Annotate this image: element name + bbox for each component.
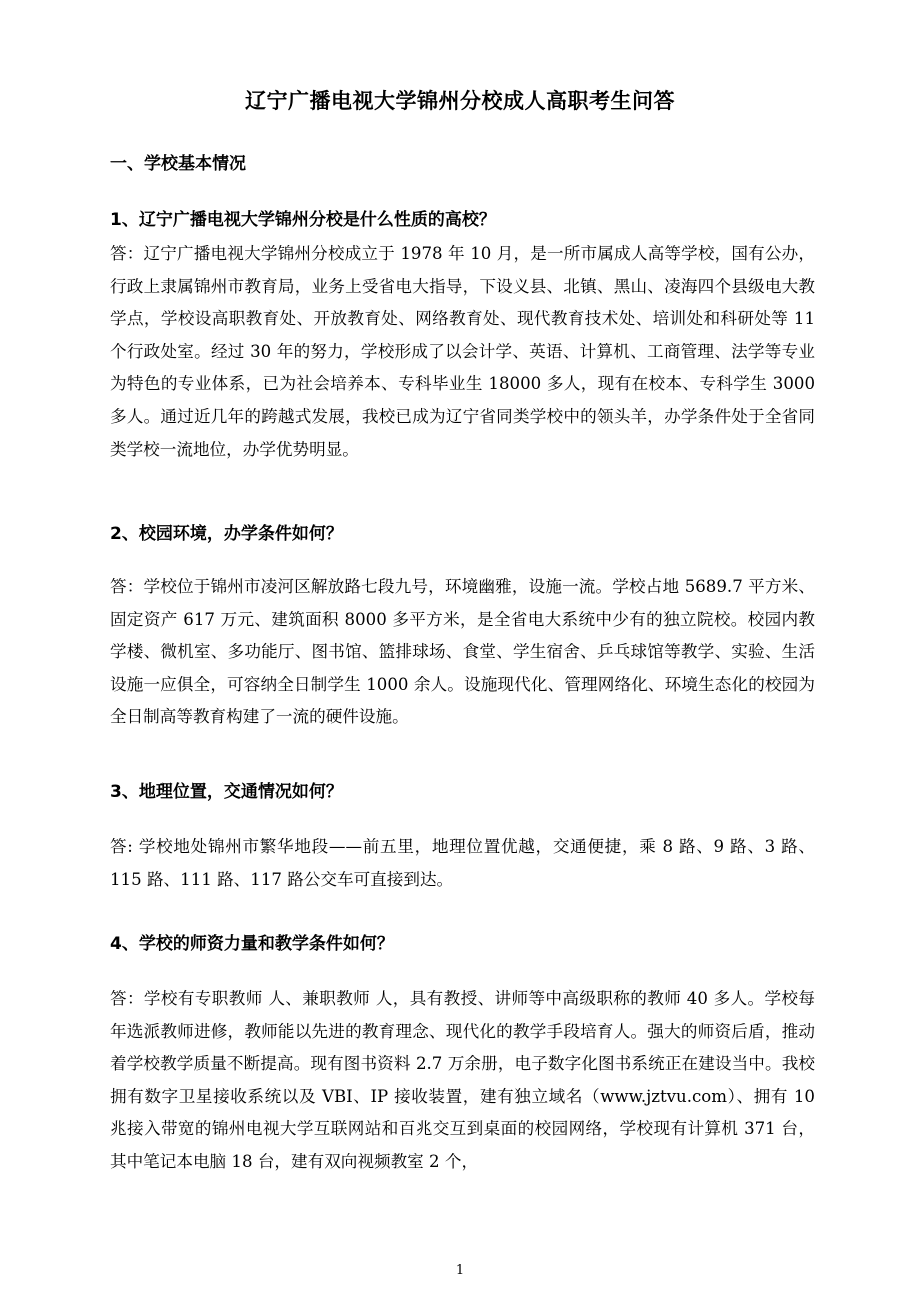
answer-2: 答：学校位于锦州市凌河区解放路七段九号，环境幽雅，设施一流。学校占地 5689.7 平方米、固定资产 617 万元、建筑面积 8000 多平方米，是全省电大系统中少有的独立院校。校园内教学楼、微机室、多功能厅、图书馆、篮排球场、食堂、学生宿舍、乒乓球馆等教学、实验、生活设施一应俱全，可容纳全日制学生 1000 余人。设施现代化、管理网络化、环境生态化的校园为全日制高等教育构建了一流的硬件设施。 — [110, 577, 815, 727]
document-title: 辽宁广播电视大学锦州分校成人高职考生问答 — [245, 89, 675, 113]
question-1: 1、辽宁广播电视大学锦州分校是什么性质的高校？ — [110, 210, 496, 230]
question-2: 2、校园环境，办学条件如何？ — [110, 524, 343, 544]
page-number: 1 — [455, 1263, 465, 1278]
answer-4: 答：学校有专职教师 人、兼职教师 人，具有教授、讲师等中高级职称的教师 40 多人。学校每年选派教师进修，教师能以先进的教育理念、现代化的教学手段培育人。强大的师资后盾，推动着学校教学质量不断提高。现有图书资料 2.7 万余册，电子数字化图书系统正在建设当中。我校拥有数字卫星接收系统以及 VBI、IP 接收装置，建有独立域名（www.jztvu.com）、拥有 10 兆接入带宽的锦州电视大学互联网站和百兆交互到桌面的校园网络，学校现有计算机 371 台，其中笔记本电脑 18 台，建有双向视频教室 2 个， — [110, 989, 815, 1171]
section-heading: 一、学校基本情况 — [110, 154, 246, 174]
answer-3: 答: 学校地处锦州市繁华地段——前五里，地理位置优越，交通便捷，乘 8 路、9 路、3 路、115 路、111 路、117 路公交车可直接到达。 — [110, 837, 815, 889]
question-3: 3、地理位置，交通情况如何？ — [110, 782, 343, 802]
question-4: 4、学校的师资力量和教学条件如何？ — [110, 934, 394, 954]
answer-1: 答：辽宁广播电视大学锦州分校成立于 1978 年 10 月，是一所市属成人高等学校，国有公办，行政上隶属锦州市教育局，业务上受省电大指导，下设义县、北镇、黑山、凌海四个县级电大教学点，学校设高职教育处、开放教育处、网络教育处、现代教育技术处、培训处和科研处等 11 个行政处室。经过 30 年的努力，学校形成了以会计学、英语、计算机、工商管理、法学等专业为特色的专业体系，已为社会培养本、专科毕业生 18000 多人，现有在校本、专科学生 3000 多人。通过近几年的跨越式发展，我校已成为辽宁省同类学校中的领头羊，办学条件处于全省同类学校一流地位，办学优势明显。 — [110, 244, 815, 459]
